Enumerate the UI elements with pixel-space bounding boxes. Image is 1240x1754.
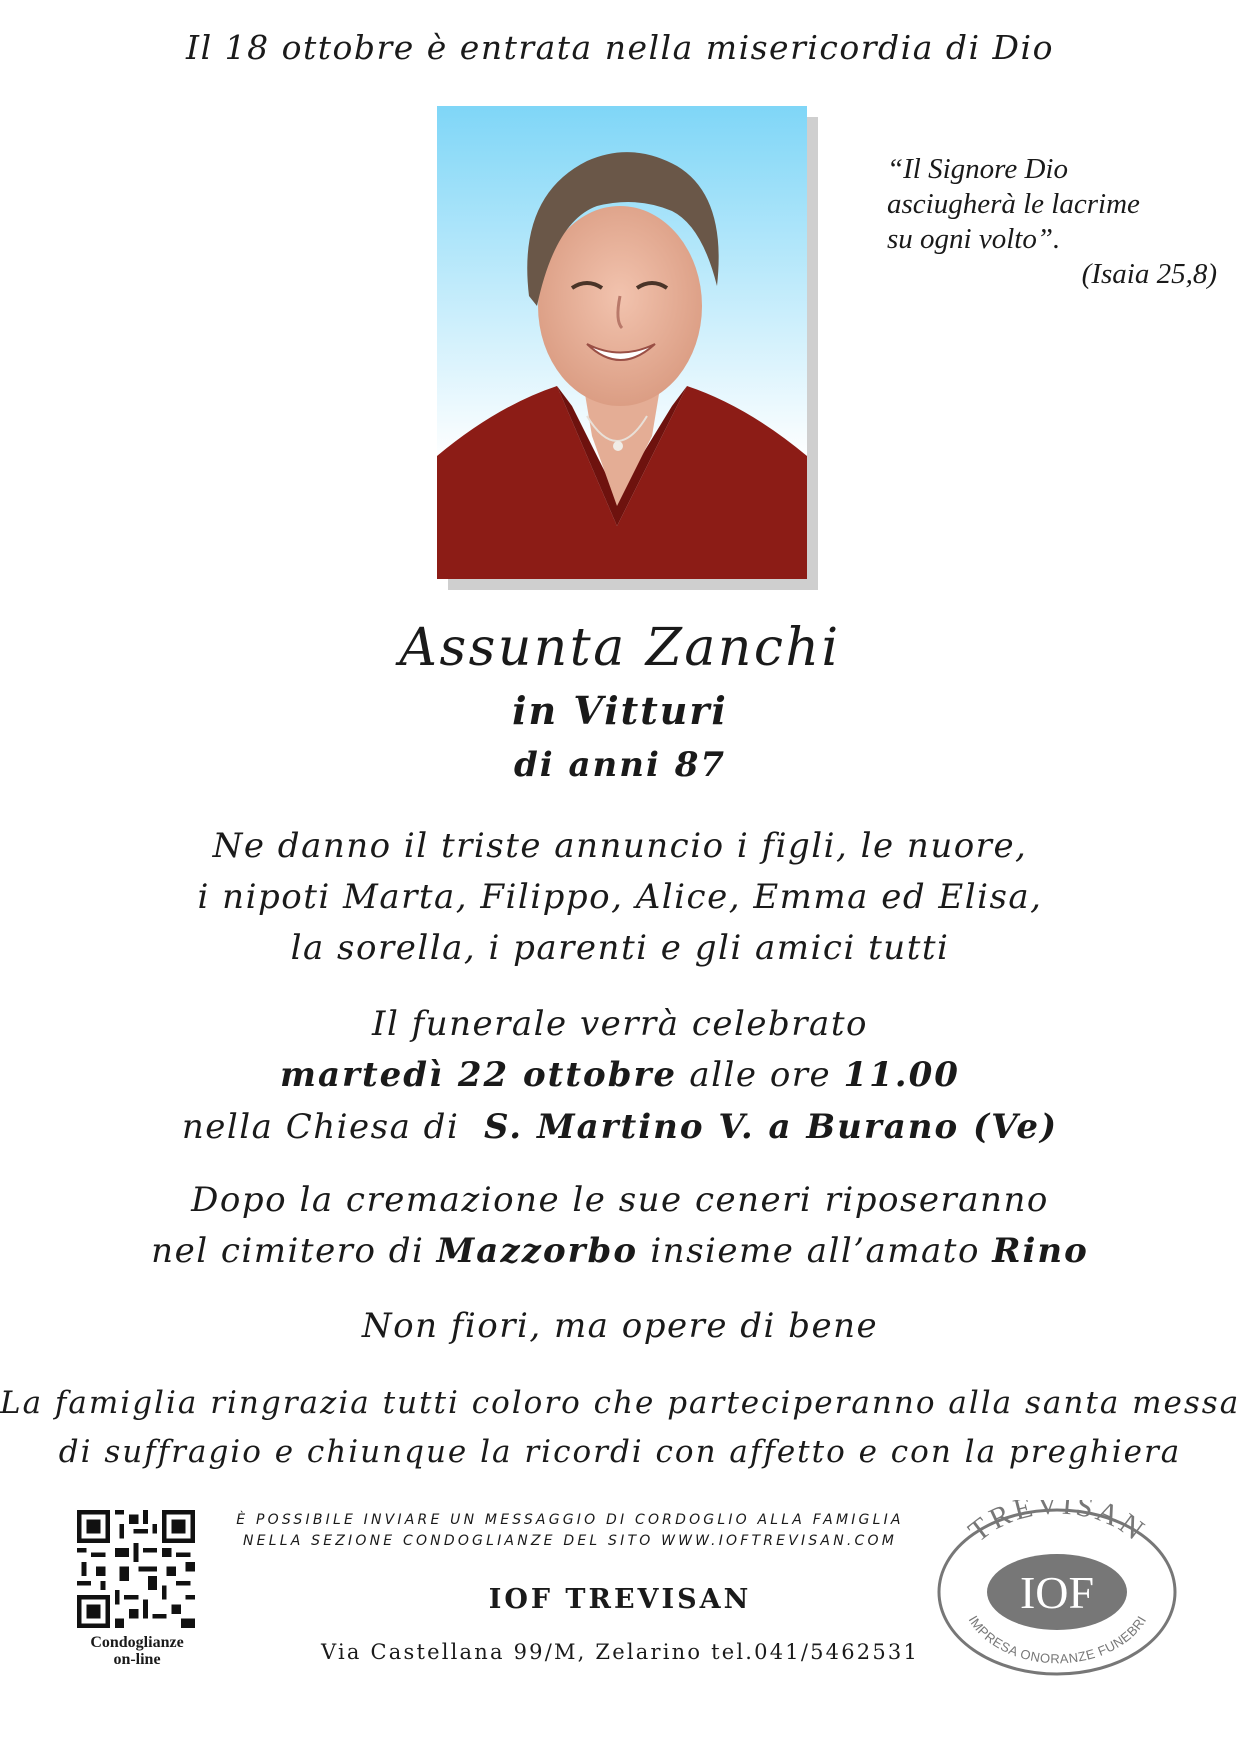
church-name: S. Martino V. a Burano (Ve) (483, 1107, 1059, 1147)
bible-quote (887, 152, 1227, 292)
cemetery-prefix: nel cimitero di (151, 1231, 425, 1271)
funeral-place-prefix: nella Chiesa di (181, 1107, 460, 1147)
quote-line-2: asciugherà le lacrime (887, 188, 1140, 220)
condolence-notice-line-1: È POSSIBILE INVIARE UN MESSAGGIO DI CORDOGLIO ALLA FAMIGLIA (236, 1512, 904, 1528)
company-address: Via Castellana 99/M, Zelarino tel.041/5462531 (320, 1640, 920, 1664)
funeral-time: 11.00 (843, 1055, 960, 1095)
logo-bottom-text: IMPRESA ONORANZE FUNEBRI (965, 1613, 1150, 1667)
burial-line-2 (0, 1231, 1240, 1271)
qr-label-line-1: Condoglianze (90, 1634, 184, 1651)
announcement-line-1: Ne danno il triste annuncio i figli, le nuore, (212, 826, 1028, 866)
portrait-photo (437, 106, 807, 579)
portrait-illustration (437, 106, 807, 579)
spouse-prefix: insieme all’amato (650, 1231, 980, 1271)
quote-line-3: su ogni volto”. (887, 223, 1061, 255)
thanks-line-2: di suffragio e chiunque la ricordi con affetto e con la preghiera (58, 1434, 1182, 1470)
cemetery-name: Mazzorbo (436, 1231, 638, 1271)
quote-reference: (Isaia 25,8) (1081, 258, 1217, 290)
iof-trevisan-logo (935, 1500, 1180, 1678)
condolence-notice-line-2: NELLA SEZIONE CONDOGLIANZE DEL SITO WWW.IOFTREVISAN.COM (242, 1533, 897, 1549)
quote-line-1: “Il Signore Dio (887, 153, 1068, 185)
logo-top-text: TREVISAN (962, 1500, 1153, 1549)
qr-code-icon[interactable] (77, 1510, 195, 1628)
funeral-time-prefix: alle ore (689, 1055, 832, 1095)
deceased-age: di anni 87 (513, 745, 727, 785)
logo-center-text: IOF (1019, 1567, 1095, 1618)
funeral-datetime (0, 1055, 1240, 1095)
announcement-line-3: la sorella, i parenti e gli amici tutti (290, 928, 950, 968)
qr-label (62, 1634, 212, 1668)
qr-label-line-2: on-line (113, 1651, 161, 1668)
intro-line: Il 18 ottobre è entrata nella misericordia di Dio (186, 28, 1054, 67)
spouse-name: Rino (992, 1231, 1089, 1271)
funeral-place (0, 1107, 1240, 1147)
thanks-line-1: La famiglia ringrazia tutti coloro che parteciperanno alla santa messa (0, 1385, 1240, 1421)
no-flowers: Non fiori, ma opere di bene (361, 1306, 879, 1346)
burial-line-1: Dopo la cremazione le sue ceneri riposeranno (191, 1180, 1049, 1220)
married-name: in Vitturi (512, 688, 728, 733)
announcement-line-2: i nipoti Marta, Filippo, Alice, Emma ed Elisa, (197, 877, 1043, 917)
company-name: IOF TREVISAN (488, 1584, 752, 1615)
funeral-date: martedì 22 ottobre (280, 1055, 678, 1095)
deceased-name: Assunta Zanchi (399, 618, 841, 678)
funeral-line-1: Il funerale verrà celebrato (372, 1004, 868, 1044)
